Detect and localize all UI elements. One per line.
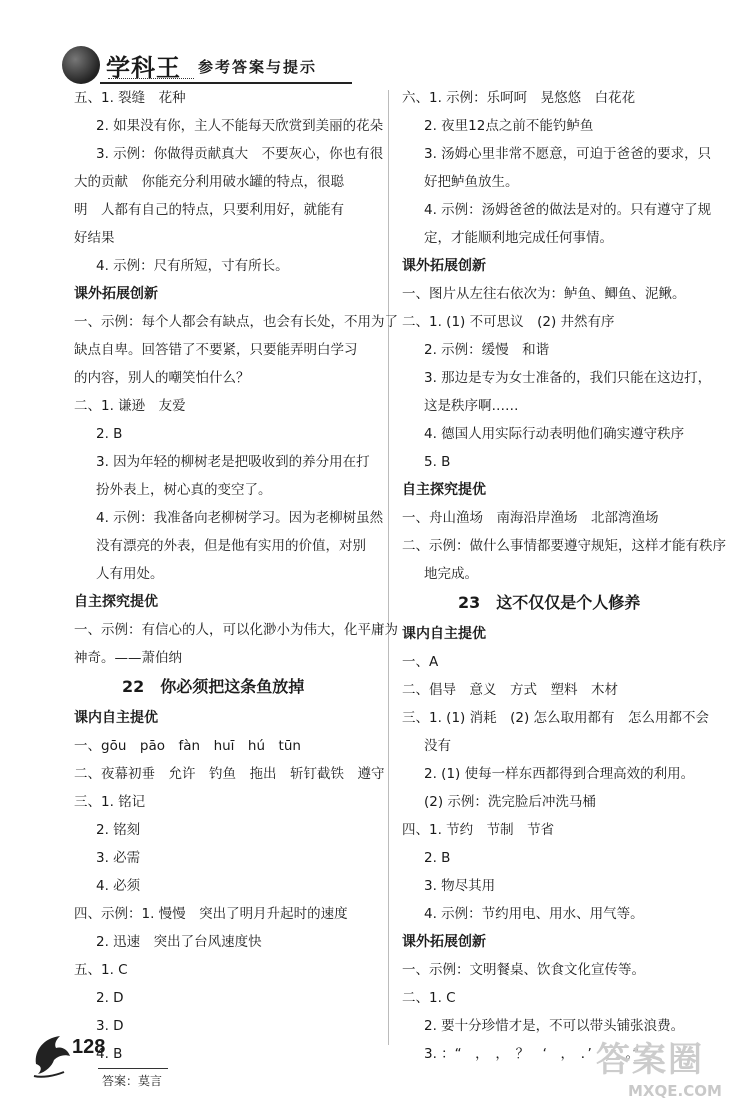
answer-line: 3. 那边是专为女士准备的，我们只能在这边打，: [424, 370, 712, 386]
answer-line: 2. 迅速 突出了台风速度快: [96, 934, 262, 950]
answer-line: 神奇。——萧伯纳: [74, 650, 182, 666]
answer-line: 3. 必需: [96, 850, 141, 866]
answer-line: 4. 德国人用实际行动表明他们确实遵守秩序: [424, 426, 685, 442]
page-header: [62, 44, 352, 88]
answer-line: 2. D: [96, 990, 124, 1006]
answer-line: 一、示例：文明餐桌、饮食文化宣传等。: [402, 962, 645, 978]
answer-line: 人有用处。: [96, 566, 164, 582]
section-heading: 课外拓展创新: [74, 286, 158, 302]
answer-line: 4. 示例：尺有所短，寸有所长。: [96, 258, 289, 274]
footer-rule: [98, 1068, 168, 1069]
column-divider: [388, 90, 389, 1045]
answer-line: 4. 示例：汤姆爸爸的做法是对的。只有遵守了规: [424, 202, 712, 218]
chapter-title: 22 你必须把这条鱼放掉: [122, 677, 305, 696]
answer-line: (2) 示例：洗完脸后冲洗马桶: [424, 794, 596, 810]
answer-line: 二、倡导 意义 方式 塑料 木材: [402, 682, 618, 698]
answer-line: 没有漂亮的外表，但是他有实用的价值，对别: [96, 538, 366, 554]
answer-line: 2. 铭刻: [96, 822, 141, 838]
answer-line: 3. D: [96, 1018, 124, 1034]
header-title: 参考答案与提示: [198, 58, 318, 76]
answer-line: 四、1. 节约 节制 节省: [402, 822, 555, 838]
answer-line: 3. 物尽其用: [424, 878, 496, 894]
answer-line: 四、示例：1. 慢慢 突出了明月升起时的速度: [74, 906, 348, 922]
answer-line: 2. 要十分珍惜才是，不可以带头铺张浪费。: [424, 1018, 685, 1034]
answer-line: 一、示例：每个人都会有缺点，也会有长处，不用为了: [74, 314, 398, 330]
answer-line: 地完成。: [424, 566, 478, 582]
answer-line: 2. B: [96, 426, 123, 442]
watermark-url: MXQE.COM: [628, 1082, 722, 1100]
answer-line: 2. B: [424, 850, 451, 866]
answer-line: 二、夜幕初垂 允许 钓鱼 拖出 斩钉截铁 遵守: [74, 766, 385, 782]
footer-note: 答案：莫言: [102, 1074, 163, 1088]
answer-line: 一、舟山渔场 南海沿岸渔场 北部湾渔场: [402, 510, 659, 526]
answer-line: 定，才能顺利地完成任何事情。: [424, 230, 613, 246]
answer-line: 五、1. C: [74, 962, 128, 978]
answer-line: 2. 如果没有你，主人不能每天欣赏到美丽的花朵: [96, 118, 384, 134]
answer-line: 二、1. 谦逊 友爱: [74, 398, 186, 414]
answer-line: 4. 示例：我准备向老柳树学习。因为老柳树虽然: [96, 510, 384, 526]
answer-line: 3. 因为年轻的柳树老是把吸收到的养分用在打: [96, 454, 370, 470]
logo-ball-icon: [62, 46, 100, 84]
answer-line: 二、示例：做什么事情都要遵守规矩，这样才能有秩序: [402, 538, 726, 554]
answer-line: 的内容，别人的嘲笑怕什么？: [74, 370, 250, 386]
answer-line: 2. (1) 使每一样东西都得到合理高效的利用。: [424, 766, 695, 782]
answer-line: 一、A: [402, 654, 439, 670]
answer-line: 二、1. C: [402, 990, 456, 1006]
answer-line: 五、1. 裂缝 花种: [74, 90, 186, 106]
section-heading: 课内自主提优: [74, 710, 158, 726]
answer-line: 大的贡献 你能充分利用破水罐的特点，很聪: [74, 174, 344, 190]
answer-line: 4. B: [96, 1046, 123, 1062]
answer-line: 5. B: [424, 454, 451, 470]
page-number: 128: [72, 1036, 106, 1058]
answer-line: 缺点自卑。回答错了不要紧，只要能弄明白学习: [74, 342, 358, 358]
section-heading: 自主探究提优: [402, 482, 486, 498]
answer-line: 3. ：“ ， ， ？ ‘ ， ．’ ， 。”: [424, 1046, 640, 1062]
answer-line: 三、1. (1) 消耗 (2) 怎么取用都有 怎么用都不会: [402, 710, 709, 726]
chapter-title: 23 这不仅仅是个人修养: [458, 593, 641, 612]
brand-logo: 学科王: [106, 53, 181, 82]
answer-line: 这是秩序啊……: [424, 398, 519, 414]
answer-line: 4. 必须: [96, 878, 141, 894]
watermark-logo: 答案圈: [596, 1040, 704, 1080]
answer-line: 2. 示例：缓慢 和谐: [424, 342, 550, 358]
answer-line: 一、gōu pāo fàn huī hú tūn: [74, 738, 301, 754]
answer-line: 好把鲈鱼放生。: [424, 174, 519, 190]
dolphin-icon: [30, 1030, 74, 1080]
answer-line: 一、示例：有信心的人，可以化渺小为伟大，化平庸为: [74, 622, 398, 638]
answer-line: 3. 示例：你做得贡献真大 不要灰心，你也有很: [96, 146, 384, 162]
section-heading: 课外拓展创新: [402, 934, 486, 950]
answer-line: 4. 示例：节约用电、用水、用气等。: [424, 906, 644, 922]
answer-line: 一、图片从左往右依次为：鲈鱼、鲫鱼、泥鳅。: [402, 286, 686, 302]
section-heading: 课外拓展创新: [402, 258, 486, 274]
answer-line: 没有: [424, 738, 451, 754]
answer-line: 六、1. 示例：乐呵呵 晃悠悠 白花花: [402, 90, 636, 106]
answer-line: 3. 汤姆心里非常不愿意，可迫于爸爸的要求，只: [424, 146, 712, 162]
answer-line: 明 人都有自己的特点，只要利用好，就能有: [74, 202, 344, 218]
section-heading: 自主探究提优: [74, 594, 158, 610]
answer-line: 三、1. 铭记: [74, 794, 146, 810]
answer-line: 好结果: [74, 230, 115, 246]
answer-line: 二、1. (1) 不可思议 (2) 井然有序: [402, 314, 615, 330]
answer-line: 2. 夜里12点之前不能钓鲈鱼: [424, 118, 594, 134]
answer-line: 扮外表上，树心真的变空了。: [96, 482, 272, 498]
section-heading: 课内自主提优: [402, 626, 486, 642]
header-rule: [100, 82, 352, 84]
